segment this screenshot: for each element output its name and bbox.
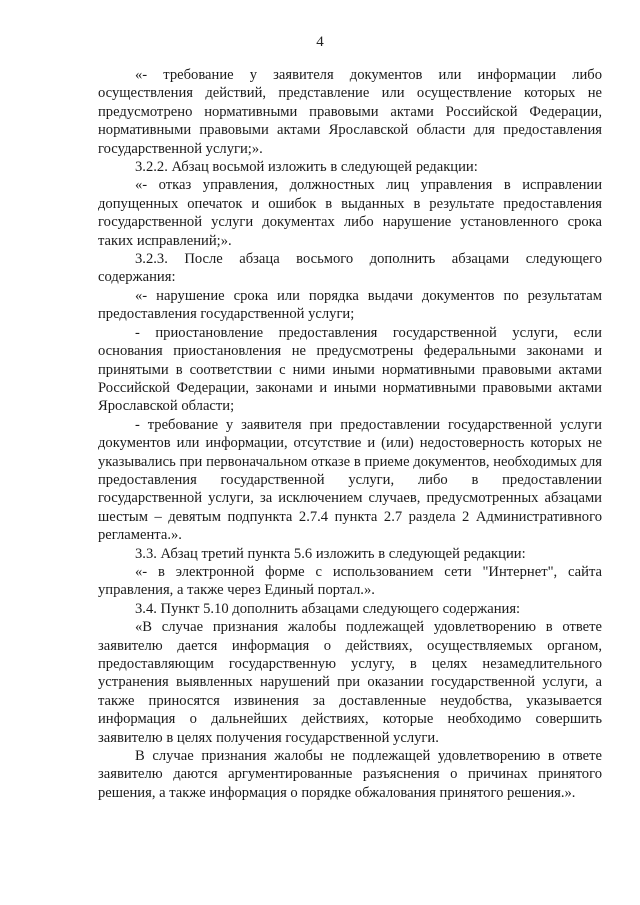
paragraph-6: - приостановление предоставления государственной услуги, если основания приостановления не предусмотрены федеральными законами и принятыми в соответствии с ними иными нормативными правовыми актами Российской Федерации, законами и иными нормативными правовыми актами Ярославской области;: [98, 324, 602, 415]
paragraph-12: В случае признания жалобы не подлежащей удовлетворению в ответе заявителю даются аргументированные разъяснения о причинах принятого решения, а также информация о порядке обжалования принятого решения.».: [98, 748, 602, 801]
paragraph-9: «- в электронной форме с использованием сети "Интернет", сайта управления, а также через Единый портал.».: [98, 563, 602, 599]
page-number: 4: [316, 34, 324, 50]
paragraph-8: 3.3. Абзац третий пункта 5.6 изложить в следующей редакции:: [135, 545, 526, 562]
paragraph-5: «- нарушение срока или порядка выдачи документов по результатам предоставления государственной услуги;: [98, 287, 602, 323]
paragraph-1: «- требование у заявителя документов или информации либо осуществления действий, представление или осуществление которых не предусмотрено нормативными правовыми актами Российской Федерации, нормативными правовыми актами Ярославской области для предоставления государственной услуги;».: [98, 67, 602, 157]
paragraph-4: 3.2.3. После абзаца восьмого дополнить абзацами следующего содержания:: [98, 251, 602, 286]
paragraph-10: 3.4. Пункт 5.10 дополнить абзацами следующего содержания:: [135, 600, 521, 617]
paragraph-2: 3.2.2. Абзац восьмой изложить в следующей редакции:: [135, 159, 478, 176]
paragraph-11: «В случае признания жалобы подлежащей удовлетворению в ответе заявителю дается информация о действиях, осуществляемых органом, предоставляющим государственную услугу, в целях незамедлительного устранения выявленных нарушений при оказании государственной услуги, а также приносятся извинения за доставленные неудобства, указывается информация о дальнейших действиях, которые необходимо совершить заявителю в целях получения государственной услуги.: [98, 619, 602, 746]
document-body: [98, 66, 602, 802]
paragraph-3: «- отказ управления, должностных лиц управления в исправлении допущенных опечаток и ошибок в выданных в результате предоставления государственной услуги документах либо нарушение установленного срока таких исправлений;».: [98, 177, 602, 249]
paragraph-7: - требование у заявителя при предоставлении государственной услуги документов или информации, отсутствие и (или) недостоверность которых не указывались при первоначальном отказе в приеме документов, необходимых для предоставления государственной услуги, либо в предоставлении государственной услуги, за исключением случаев, предусмотренных абзацами шестым – девятым подпункта 2.7.4 пункта 2.7 раздела 2 Административного регламента.».: [98, 416, 602, 544]
